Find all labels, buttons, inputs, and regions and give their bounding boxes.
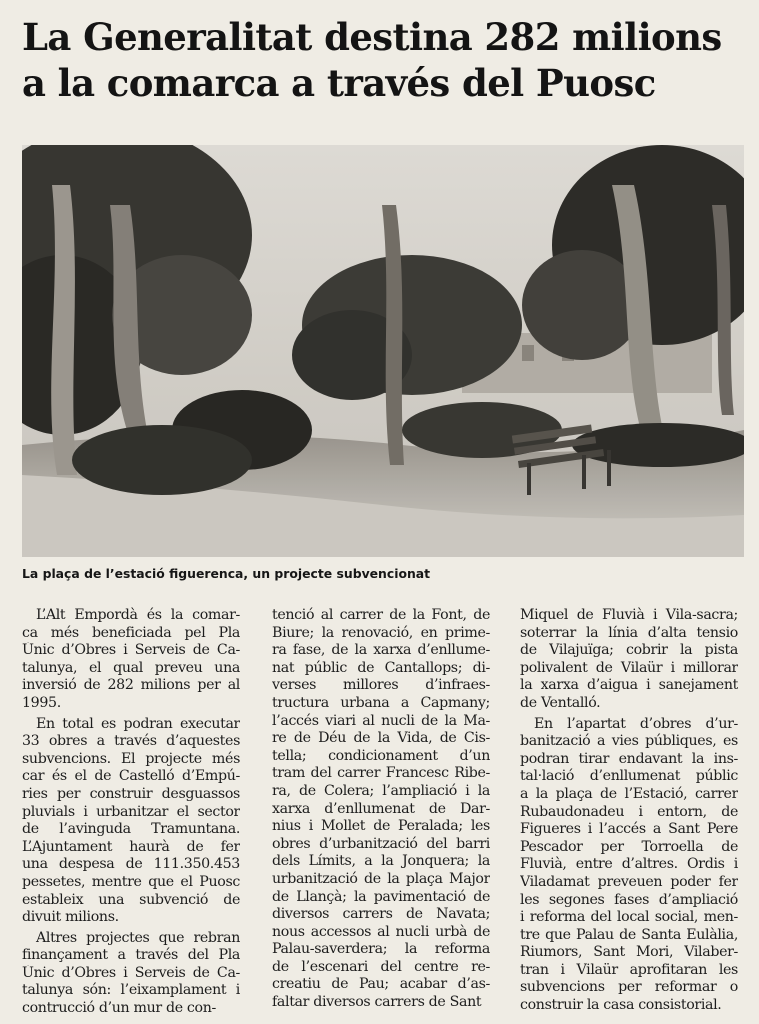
text-line: subvencions per reformar o <box>520 979 738 996</box>
text-line: de l’avinguda Tramuntana. <box>22 821 240 838</box>
photo-illustration <box>22 145 744 557</box>
text-line: tre que Palau de Santa Eulàlia, <box>520 926 738 943</box>
text-line: ries per construir desguassos <box>22 785 240 802</box>
text-line: Miquel de Fluvià i Vila-sacra; <box>520 607 738 623</box>
text-line: urbanització de la plaça Major <box>272 870 490 887</box>
text-line: En l’apartat d’obres d’ur- <box>534 715 738 732</box>
text-line: creatiu de Pau; acabar d’as- <box>272 976 490 993</box>
article-column-2 <box>272 607 490 1012</box>
text-line: L’Ajuntament haurà de fer <box>22 838 240 855</box>
text-line: podran tirar endavant la ins- <box>520 750 738 767</box>
text-line: de Ventalló. <box>520 694 601 711</box>
text-line: nius i Mollet de Peralada; les <box>272 818 490 835</box>
article-photo <box>22 145 744 557</box>
text-line: Figueres i l’accés a Sant Pere <box>520 821 738 838</box>
text-line: verses millores d’infraes- <box>272 677 490 694</box>
text-line: inversió de 282 milions per al <box>22 677 240 694</box>
text-line: tructura urbana a Capmany; <box>272 694 490 711</box>
text-line: Únic d’Obres i Serveis de Ca- <box>22 642 240 659</box>
text-line: obres d’urbanització del barri <box>272 835 490 852</box>
text-line: ca més beneficiada pel Pla <box>22 624 240 641</box>
text-line: Viladamat preveuen poder fer <box>520 873 738 890</box>
article-column-3 <box>520 607 738 1015</box>
text-line: soterrar la línia d’alta tensio <box>520 624 738 641</box>
text-line: nat públic de Cantallops; di- <box>272 659 490 676</box>
text-line: de l’escenari del centre re- <box>272 958 490 975</box>
text-line: tella; condicionament d’un <box>272 747 490 764</box>
text-line: subvencions. El projecte més <box>22 750 240 767</box>
photo-caption: La plaça de l’estació figuerenca, un projecte subvencionat <box>22 566 431 581</box>
text-line: estableix una subvenció de <box>22 891 240 908</box>
text-line: de Vilajuïga; cobrir la pista <box>520 642 738 659</box>
text-line: de Llançà; la pavimentació de <box>272 888 490 905</box>
text-line: Palau-saverdera; la reforma <box>272 941 490 958</box>
text-line: la xarxa d’aigua i sanejament <box>520 677 738 694</box>
text-line: tenció al carrer de la Font, de <box>272 607 490 623</box>
text-line: i reforma del local social, men- <box>520 909 738 926</box>
headline-line-2: a la comarca a través del Puosc <box>22 61 656 105</box>
article-column-1 <box>22 607 240 1018</box>
text-line: re de Déu de la Vida, de Cis- <box>272 730 490 747</box>
text-line: contrucció d’un mur de con- <box>22 1000 216 1017</box>
text-line: construir la casa consistorial. <box>520 997 722 1014</box>
text-line: tram del carrer Francesc Ribe- <box>272 765 490 782</box>
text-line: faltar diversos carrers de Sant <box>272 994 482 1011</box>
text-line: pluvials i urbanitzar el sector <box>22 803 240 820</box>
text-line: tran i Vilaür aprofitaran les <box>520 961 738 978</box>
headline-line-1: La Generalitat destina 282 milions <box>22 15 722 59</box>
text-line: En total es podran executar <box>36 715 240 732</box>
text-line: 33 obres a través d’aquestes <box>22 733 240 750</box>
text-line: a la plaça de l’Estació, carrer <box>520 785 738 802</box>
text-line: Pescador per Torroella de <box>520 838 738 855</box>
text-line: dels Límits, a la Jonquera; la <box>272 853 490 870</box>
text-line: polivalent de Vilaür i millorar <box>520 659 738 676</box>
text-line: nous accessos al nucli urbà de <box>272 923 490 940</box>
text-line: pessetes, mentre que el Puosc <box>22 873 240 890</box>
text-line: car és el de Castelló d’Empú- <box>22 768 240 785</box>
text-line: una despesa de 111.350.453 <box>22 856 240 873</box>
text-line: tal·lació d’enllumenat públic <box>520 768 738 785</box>
text-line: 1995. <box>22 694 61 711</box>
text-line: xarxa d’enllumenat de Dar- <box>272 800 490 817</box>
text-line: divuit milions. <box>22 909 119 926</box>
text-line: Fluvià, entre d’altres. Ordis i <box>520 856 738 873</box>
text-line: finançament a través del Pla <box>22 947 240 964</box>
text-line: l’accés viari al nucli de la Ma- <box>272 712 490 729</box>
text-line: les segones fases d’ampliació <box>520 891 738 908</box>
text-line: ra fase, de la xarxa d’enllume- <box>272 642 490 659</box>
text-line: ra, de Colera; l’ampliació i la <box>272 782 490 799</box>
text-line: L’Alt Empordà és la comar- <box>36 607 240 623</box>
text-line: Biure; la renovació, en prime- <box>272 624 490 641</box>
text-line: Altres projectes que rebran <box>36 929 240 946</box>
headline <box>22 14 742 106</box>
text-line: diversos carrers de Navata; <box>272 906 490 923</box>
text-line: talunya, el qual preveu una <box>22 659 240 676</box>
text-line: Únic d’Obres i Serveis de Ca- <box>22 964 240 981</box>
text-line: banització a vies públiques, es <box>520 733 738 750</box>
text-line: talunya són: l’eixamplament i <box>22 982 240 999</box>
text-line: Rubaudonadeu i entorn, de <box>520 803 738 820</box>
text-line: Riumors, Sant Mori, Vilaber- <box>520 944 738 961</box>
